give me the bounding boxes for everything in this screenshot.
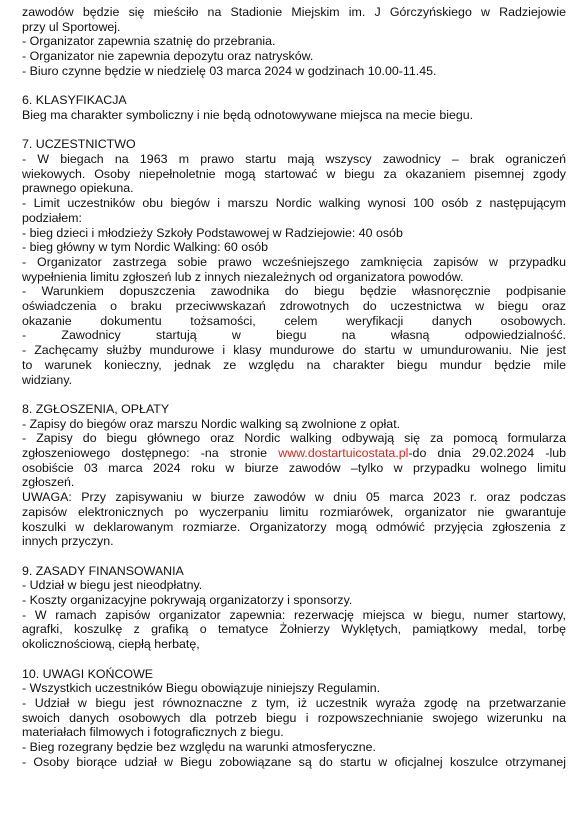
section-10-line-4: materiałach filmowych i fotograficznych z biegu. (22, 725, 284, 740)
section-6-line-1: Bieg ma charakter symboliczny i nie będą odnotowywane miejsca na mecie biegu. (22, 107, 474, 122)
intro-line-4: - Organizator nie zapewnia depozytu oraz natrysków. (22, 49, 314, 64)
spacer (22, 123, 566, 138)
spacer (22, 652, 566, 667)
intro-line-2: przy ul Sportowej. (22, 19, 121, 34)
section-8-line-1: - Zapisy do biegów oraz marszu Nordic walking są zwolnione z opłat. (22, 416, 401, 431)
regulations-text (22, 5, 566, 769)
section-7-line-14: - Zachęcamy służby mundurowe i klasy mundurowe do startu w umundurowaniu. Nie jest (22, 343, 566, 358)
intro-line-5: - Biuro czynne będzie w niedzielę 03 marca 2024 w godzinach 10.00-11.45. (22, 63, 437, 78)
section-8-line-5: zgłoszeń. (22, 475, 75, 490)
spacer (22, 79, 566, 94)
section-7-line-13: - Zawodnicy startują w biegu na własną odpowiedzialność. (22, 328, 566, 343)
section-8-line-3-start: zgłoszeniowego dostępnego: -na stronie (22, 446, 279, 461)
section-10-line-3: swoich danych osobowych dla potrzeb biegu i rozpowszechnianie swojego wizerunku na (22, 710, 566, 725)
section-7-line-12: okazanie dokumentu tożsamości, celem weryfikacji danych osobowych. (22, 313, 566, 328)
section-8-heading: 8. ZGŁOSZENIA, OPŁATY (22, 401, 170, 416)
section-7-heading: 7. UCZESTNICTWO (22, 137, 136, 152)
section-9-heading: 9. ZASADY FINANSOWANIA (22, 563, 184, 578)
section-7-line-7: - bieg główny w tym Nordic Walking: 60 osób (22, 240, 269, 255)
section-8-line-3-end: -do dnia 29.02.2024 -lub (408, 446, 567, 461)
spacer (22, 387, 566, 402)
section-8-line-4: osobiście 03 marca 2024 roku w biurze zawodów –tylko w przypadku wolnego limitu (22, 460, 566, 475)
section-9-line-1: - Udział w biegu jest nieodpłatny. (22, 578, 203, 593)
section-8-line-8: koszulki w deklarowanym rozmiarze. Organizatorzy mogą odmówić przyjęcia zgłoszenia z (22, 519, 566, 534)
intro-line-3: - Organizator zapewnia szatnię do przebrania. (22, 34, 276, 49)
section-10-line-1: - Wszystkich uczestników Biegu obowiązuje niniejszy Regulamin. (22, 681, 381, 696)
section-10-line-2: - Udział w biegu jest równoznaczne z tym, iż uczestnik wyraża zgodę na przetwarzanie (22, 695, 566, 710)
section-7-line-2: wiekowych. Osoby niepełnoletnie mogą startować w biegu za okazaniem pisemnej zgody (22, 166, 566, 181)
section-9-line-2: - Koszty organizacyjne pokrywają organizatorzy i sponsorzy. (22, 593, 353, 608)
section-9-line-3: - W ramach zapisów organizator zapewnia: rezerwację miejsca w biegu, numer startowy, (22, 607, 566, 622)
section-10-heading: 10. UWAGI KOŃCOWE (22, 666, 154, 681)
section-6-heading: 6. KLASYFIKACJA (22, 93, 127, 108)
section-7-line-8: - Organizator zastrzega sobie prawo wcześniejszego zamknięcia zapisów w przypadku (22, 254, 566, 269)
section-9-line-4: agrafki, koszulkę z grafiką o tematyce Żołnierzy Wyklętych, pamiątkowy medal, torbę (22, 622, 566, 637)
section-7-line-9: wypełnienia limitu zgłoszeń lub z innych niezależnych od organizatora powodów. (22, 269, 464, 284)
intro-line-1: zawodów będzie się mieściło na Stadionie Miejskim im. J Górczyńskiego w Radziejowie (22, 5, 566, 19)
spacer (22, 549, 566, 564)
section-10-line-5: - Bieg rozegrany będzie bez względu na warunki atmosferyczne. (22, 740, 377, 755)
section-7-line-16: widziany. (22, 372, 73, 387)
registration-website-link[interactable]: www.dostartuicostata.pl (278, 446, 409, 461)
section-7-line-10: - Warunkiem dopuszczenia zawodnika do biegu będzie własnoręcznie podpisanie (22, 284, 566, 299)
section-8-line-3 (22, 446, 566, 461)
section-7-line-4: - Limit uczestników obu biegów i marszu Nordic walking wynosi 100 osób z następującym (22, 196, 566, 211)
section-7-line-11: oświadczenia o braku przeciwwskazań zdrowotnych do uczestnictwa w biegu oraz (22, 299, 566, 314)
section-8-line-6: UWAGA: Przy zapisywaniu w biurze zawodów w dniu 05 marca 2023 r. oraz podczas (22, 490, 566, 505)
section-7-line-5: podziałem: (22, 210, 82, 225)
section-7-line-3: prawnego opiekuna. (22, 181, 134, 196)
section-7-line-1: - W biegach na 1963 m prawo startu mają wszyscy zawodnicy – brak ograniczeń (22, 152, 566, 166)
section-8-line-2: - Zapisy do biegu głównego oraz Nordic walking odbywają się za pomocą formularza (22, 431, 566, 446)
section-7-line-6: - bieg dzieci i młodzieży Szkoły Podstawowej w Radziejowie: 40 osób (22, 225, 403, 240)
section-8-line-7: zapisów elektronicznych po wyczerpaniu limitu rozmiarówek, organizator nie gwarantuje (22, 504, 566, 519)
section-7-line-15: to warunek konieczny, jednak ze względu na charakter biegu mundur będzie mile (22, 357, 566, 372)
section-9-line-5: okolicznościową, ciepłą herbatę, (22, 637, 200, 652)
section-10-line-6: - Osoby biorące udział w Biegu zobowiązane są do startu w oficjalnej koszulce otrzymanej (22, 754, 566, 769)
section-8-line-9: innych przyczyn. (22, 534, 114, 549)
